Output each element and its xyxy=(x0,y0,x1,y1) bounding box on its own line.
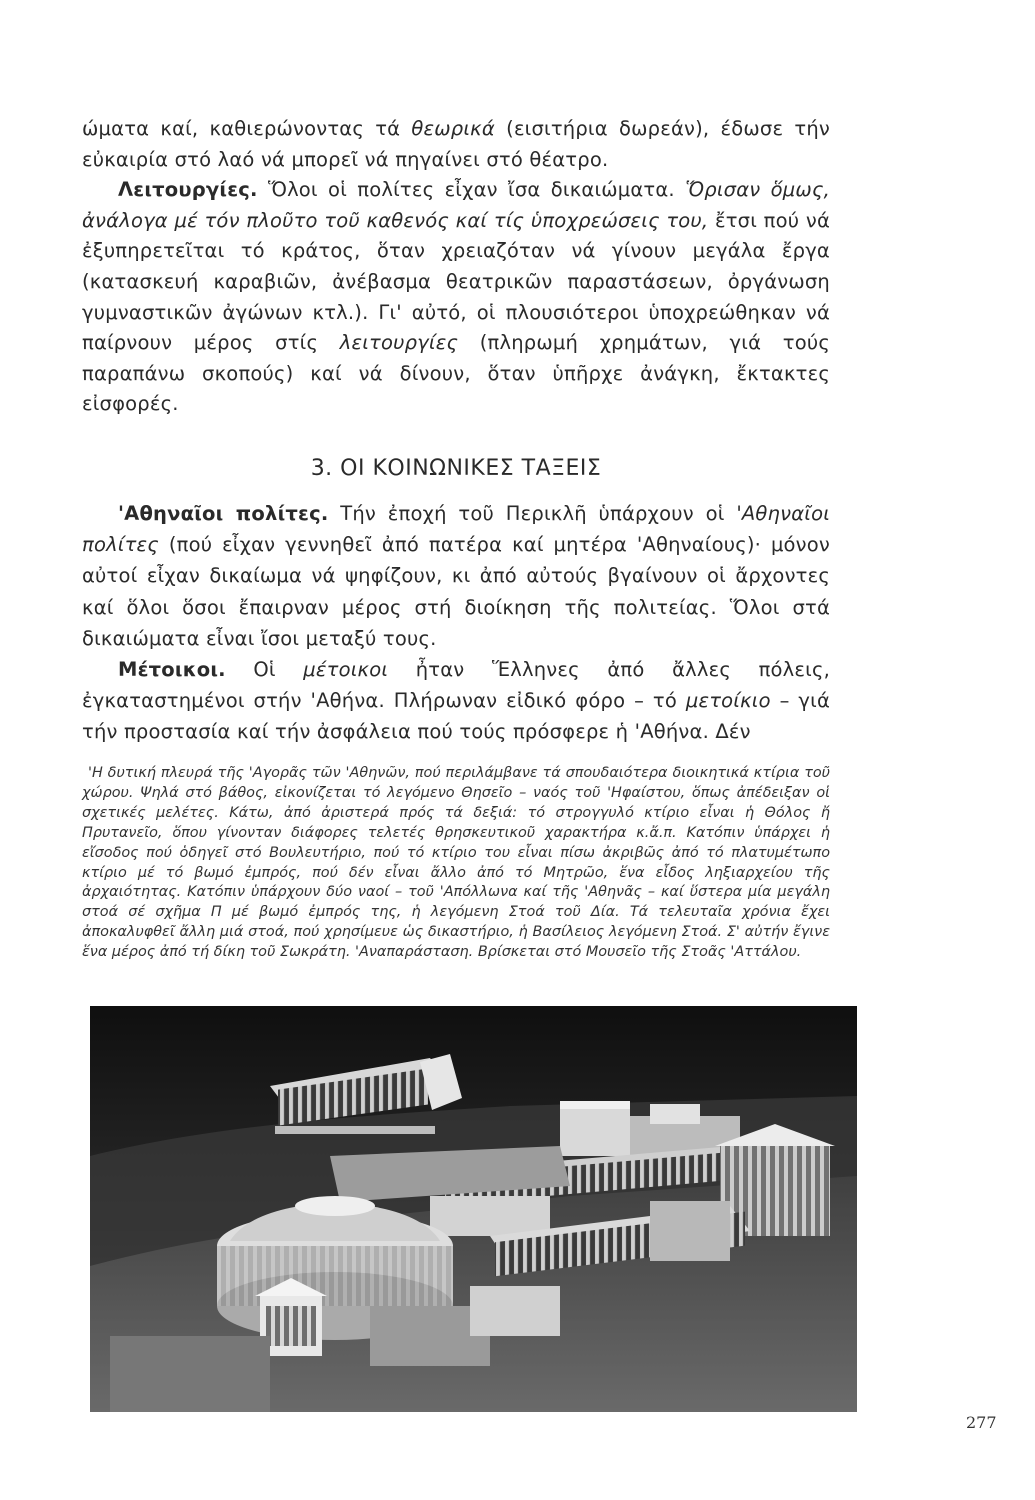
ath-text2: (πού εἶχαν γεννηθεῖ ἀπό πατέρα καί μητέρα 'Αθηναίους)· μόνον αὐτοί εἶχαν δικαίωμα νά ψηφίζουν, κι ἀπό αὐτούς βγαίνουν οἱ ἄρχοντες καί ὅλοι ὅσοι ἔπαιρναν μέρος στή διοίκηση τῆς πολιτείας. Ὅλοι στά δικαιώματα εἶναι ἴσοι μεταξύ τους. xyxy=(82,533,830,650)
leit-italic2: λειτουργίες xyxy=(339,331,459,355)
paragraph-athenian-citizens xyxy=(82,498,830,654)
met-text1: Οἱ xyxy=(225,658,304,682)
body-text-section3 xyxy=(82,498,830,748)
para1-pre: ώματα καί, καθιερώνοντας τά xyxy=(82,117,412,140)
leit-text2: ἔτσι πού νά ἐξυπηρετεῖται τό κράτος, ὅταν χρειαζόταν νά γίνουν μεγάλα ἔργα (κατασκευή καραβιῶν, ἀνέβασμα θεατρικῶν παραστάσεων, ὀργάνωση γυμναστικῶν ἀγώνων κτλ.). Γι' αὐτό, οἱ πλουσιότεροι ὑποχρεώθηκαν νά παίρνουν μέρος στίς xyxy=(82,208,830,355)
photo-caption xyxy=(82,764,830,963)
paragraph-leitourgies xyxy=(82,175,830,420)
body-text-top xyxy=(82,114,830,420)
para1-italic: θεωρικά xyxy=(411,117,495,140)
page-number: 277 xyxy=(966,1413,997,1432)
paragraph-theorika xyxy=(82,114,830,175)
leitourgies-heading: Λειτουργίες. xyxy=(118,178,258,202)
met-text2: ἦταν Ἕλληνες ἀπό ἄλλες πόλεις, ἐγκαταστημένοι στήν 'Αθήνα. Πλήρωναν εἰδικό φόρο – τό xyxy=(82,658,830,713)
para1-post: (εισιτήρια δωρεάν), έδωσε τήν εὐκαιρία στό λαό νά μπορεῖ νά πηγαίνει στό θέατρο. xyxy=(82,117,830,171)
ath-text1: Τήν ἐποχή τοῦ Περικλῆ ὑπάρχουν οἱ xyxy=(328,502,737,525)
met-text3: – γιά τήν προστασία καί τήν ἀσφάλεια πού τούς πρόσφερε ἡ 'Αθήνα. Δέν xyxy=(82,689,830,744)
agora-model-photo xyxy=(90,1006,857,1412)
leit-text3: (πληρωμή χρημάτων, γιά τούς παραπάνω σκοπούς) καί νά δίνουν, ὅταν ὑπῆρχε ἀνάγκη, ἔκτακτες εἰσφορές. xyxy=(82,331,830,416)
leit-italic1: Ὅρισαν ὅμως, ἀνάλογα μέ τόν πλοῦτο τοῦ καθενός καί τίς ὑποχρεώσεις του, xyxy=(82,178,830,232)
athenians-heading: 'Αθηναῖοι πολίτες. xyxy=(118,502,329,525)
ath-italic1: 'Αθηναῖοι πολίτες xyxy=(82,502,830,557)
agora-model-illustration xyxy=(90,1006,857,1412)
paragraph-metoikoi xyxy=(82,654,830,748)
caption-text: 'Η δυτική πλευρά τῆς 'Αγορᾶς τῶν 'Αθηνῶν, πού περιλάμβανε τά σπουδαιότερα διοικητικά κτίρια τοῦ χώρου. Ψηλά στό βάθος, εἰκονίζεται τό λεγόμενο Θησεῖο – ναός τοῦ 'Ηφαίστου, ὅπως ἀπέδειξαν οἱ σχετικές μελέτες. Κάτω, ἀπό ἀριστερά πρός τά δεξιά: τό στρογγυλό κτίριο εἶναι ἡ Θόλος ἤ Πρυτανεῖο, ὅπου γίνονταν διάφορες τελετές θρησκευτικοῦ χαρακτήρα κ.ἄ.π. Κατόπιν ὑπάρχει ἡ εἴσοδος πού ὁδηγεῖ στό Βουλευτήριο, πού τό κτίριο του εἶναι πίσω ἀκριβῶς ἀπό τό πλατυμέτωπο κτίριο μέ τό βωμό ἐμπρός, πού δέν εἶναι ἄλλο ἀπό τό Μητρῶο, ἕνα εἶδος ληξιαρχείου τῆς ἀρχαιότητας. Κατόπιν ὑπάρχουν δύο ναοί – τοῦ 'Απόλλωνα καί τῆς 'Αθηνᾶς – καί ὕστερα μία μεγάλη στοά σέ σχῆμα Π μέ βωμό ἐμπρός της, ἡ λεγόμενη Στοά τοῦ Δία. Τά τελευταῖα χρόνια ἔχει ἀποκαλυφθεῖ ἄλλη μιά στοά, πού χρησίμευε ὡς δικαστήριο, ἡ Βασίλειος λεγόμενη Στοά. Σ' αὐτήν ἔγινε ἕνα μέρος ἀπό τή δίκη τοῦ Σωκράτη. 'Αναπαράσταση. Βρίσκεται στό Μουσεῖο τῆς Στοᾶς 'Αττάλου. xyxy=(82,765,830,961)
leit-text1: Ὅλοι οἱ πολίτες εἶχαν ἴσα δικαιώματα. xyxy=(257,178,686,202)
metoikoi-heading: Μέτοικοι. xyxy=(118,658,226,682)
met-italic2: μετοίκιο xyxy=(685,689,771,713)
met-italic1: μέτοικοι xyxy=(303,658,389,682)
section-heading: 3. ΟΙ ΚΟΙΝΩΝΙΚΕΣ ΤΑΞΕΙΣ xyxy=(310,456,602,481)
